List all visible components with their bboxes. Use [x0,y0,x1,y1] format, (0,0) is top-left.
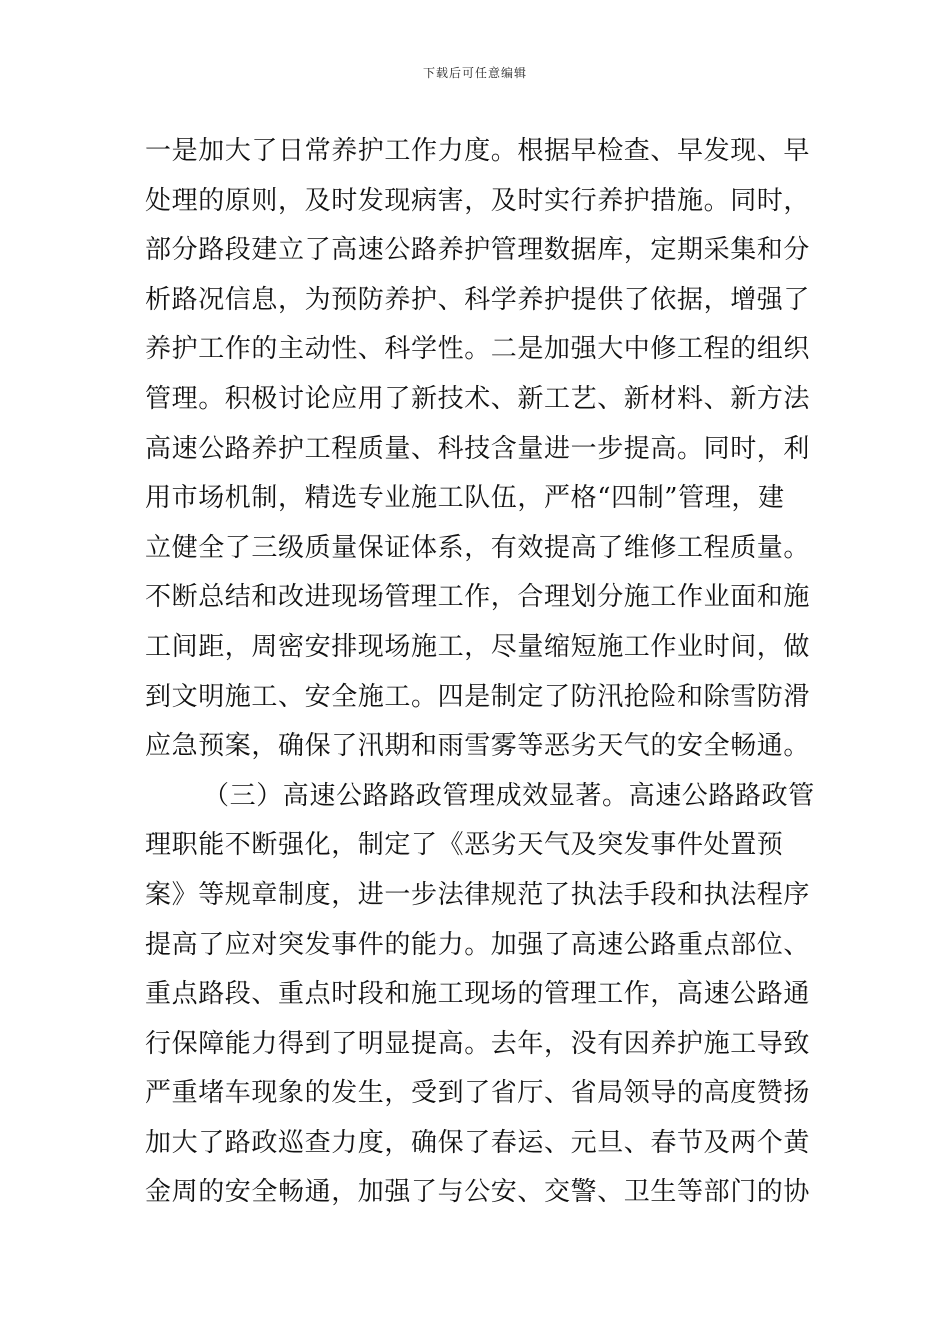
text-line: 析路况信息，为预防养护、科学养护提供了依据，增强了 [145,284,811,315]
section-heading-line: （三）高速公路路政管理成效显著。高速公路路政管 [203,780,815,811]
text-line: 一是加大了日常养护工作力度。根据早检查、早发现、早 [145,136,811,166]
text-line: 提高了应对突发事件的能力。加强了高速公路重点部位、 [145,929,811,960]
text-line: 应急预案，确保了汛期和雨雪雾等恶劣天气的安全畅通。 [145,731,811,762]
text-line: 不断总结和改进现场管理工作，合理划分施工作业面和施 [145,582,811,613]
text-line: 严重堵车现象的发生，受到了省厅、省局领导的高度赞扬 [145,1078,811,1109]
page-header: 下载后可任意编辑 [422,66,527,80]
text-line: 处理的原则，及时发现病害，及时实行养护措施。同时， [145,185,811,216]
text-line: 加大了路政巡查力度，确保了春运、元旦、春节及两个黄 [145,1127,811,1158]
text-line: 理职能不断强化，制定了《恶劣天气及突发事件处置预 [145,830,784,861]
text-line: 工间距，周密安排现场施工，尽量缩短施工作业时间，做 [145,631,811,662]
text-line: 金周的安全畅通，加强了与公安、交警、卫生等部门的协 [145,1177,811,1208]
text-line: 重点路段、重点时段和施工现场的管理工作，高速公路通 [145,979,811,1010]
text-line: 高速公路养护工程质量、科技含量进一步提高。同时，利 [145,433,811,464]
text-line: 到文明施工、安全施工。四是制定了防汛抢险和除雪防滑 [145,681,811,712]
text-line: 行保障能力得到了明显提高。去年，没有因养护施工导致 [145,1028,811,1059]
text-line: 立健全了三级质量保证体系，有效提高了维修工程质量。 [145,532,811,563]
text-line: 部分路段建立了高速公路养护管理数据库，定期采集和分 [145,235,811,266]
text-line: 管理。积极讨论应用了新技术、新工艺、新材料、新方法 [145,383,811,414]
text-line: 案》等规章制度，进一步法律规范了执法手段和执法程序 [145,879,811,910]
document-body [145,127,815,1218]
text-line: 用市场机制，精选专业施工队伍，严格“四制”管理，建 [145,483,785,514]
text-line: 养护工作的主动性、科学性。二是加强大中修工程的组织 [145,334,811,365]
